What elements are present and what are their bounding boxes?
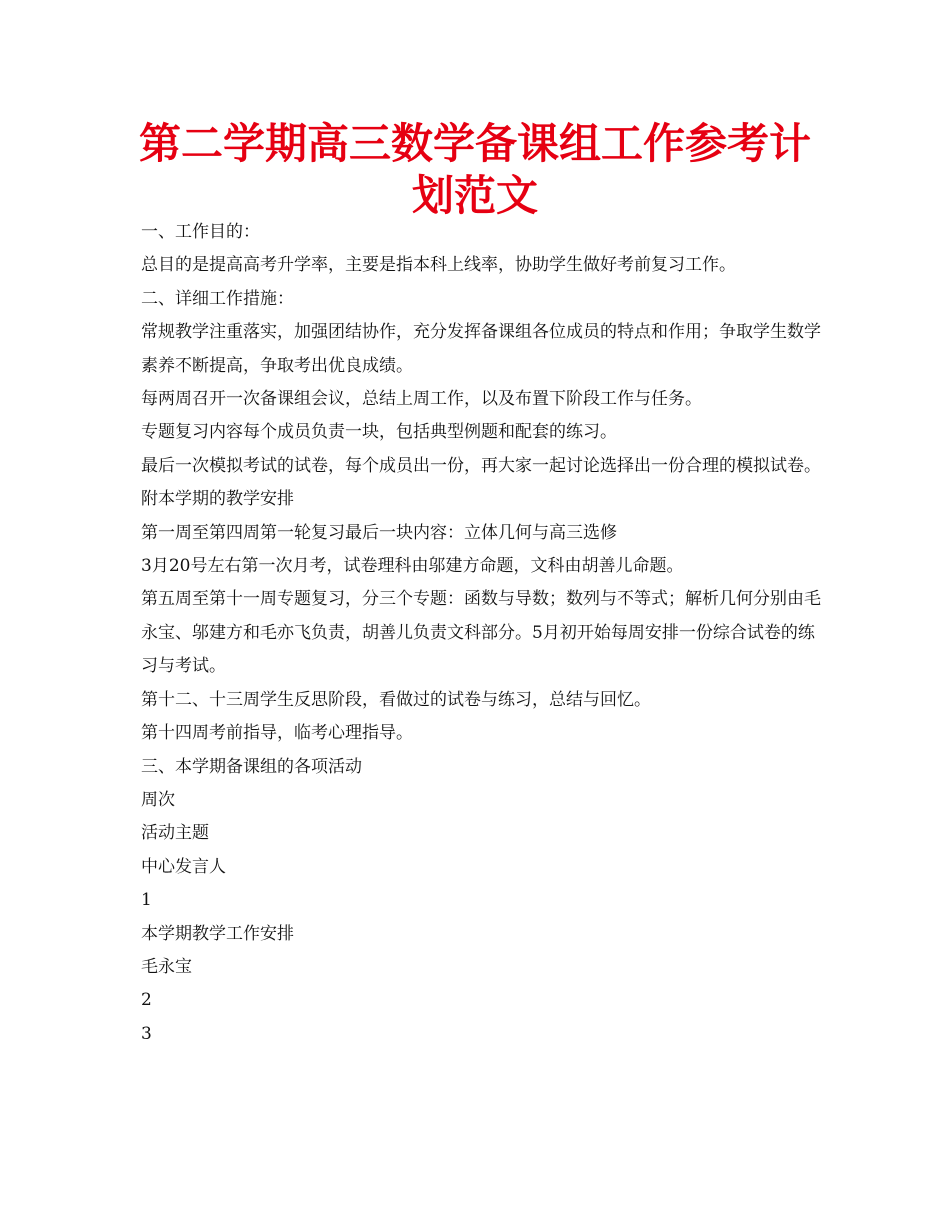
paragraph-section-3-heading: 三、本学期备课组的各项活动 bbox=[141, 756, 362, 777]
table-header-week: 周次 bbox=[141, 789, 175, 810]
paragraph: 最后一次模拟考试的试卷，每个成员出一份，再大家一起讨论选择出一份合理的模拟试卷。 bbox=[141, 455, 821, 476]
table-cell-topic: 本学期教学工作安排 bbox=[141, 923, 294, 944]
paragraph: 每两周召开一次备课组会议，总结上周工作，以及布置下阶段工作与任务。 bbox=[141, 389, 702, 410]
table-header-topic: 活动主题 bbox=[141, 823, 209, 844]
paragraph: 第十二、十三周学生反思阶段，看做过的试卷与练习，总结与回忆。 bbox=[141, 689, 651, 710]
paragraph: 第五周至第十一周专题复习，分三个专题：函数与导数；数列与不等式；解析几何分别由毛永宝、邬建方和毛亦飞负责，胡善儿负责文科部分。5月初开始每周安排一份综合试卷的练习与考试。 bbox=[141, 589, 821, 677]
paragraph: 专题复习内容每个成员负责一块，包括典型例题和配套的练习。 bbox=[141, 422, 617, 443]
paragraph: 附本学期的教学安排 bbox=[141, 489, 294, 510]
table-header-speaker: 中心发言人 bbox=[141, 856, 226, 877]
table-cell-week: 1 bbox=[141, 890, 152, 911]
paragraph-section-2-heading: 二、详细工作措施： bbox=[141, 288, 294, 309]
table-cell-week: 2 bbox=[141, 990, 152, 1011]
paragraph: 3月20号左右第一次月考，试卷理科由邬建方命题，文科由胡善儿命题。 bbox=[141, 556, 684, 577]
document-title: 第二学期高三数学备课组工作参考计划范文 bbox=[138, 119, 811, 220]
table-cell-speaker: 毛永宝 bbox=[141, 956, 192, 977]
table-cell-week: 3 bbox=[141, 1023, 152, 1044]
paragraph: 第十四周考前指导，临考心理指导。 bbox=[141, 723, 413, 744]
document-body bbox=[141, 216, 821, 1051]
paragraph-section-1-heading: 一、工作目的： bbox=[141, 222, 260, 242]
paragraph: 常规教学注重落实，加强团结协作，充分发挥备课组各位成员的特点和作用；争取学生数学素养不断提高，争取考出优良成绩。 bbox=[141, 322, 821, 376]
paragraph: 第一周至第四周第一轮复习最后一块内容：立体几何与高三选修 bbox=[141, 522, 617, 543]
paragraph: 总目的是提高高考升学率，主要是指本科上线率，协助学生做好考前复习工作。 bbox=[141, 255, 736, 276]
